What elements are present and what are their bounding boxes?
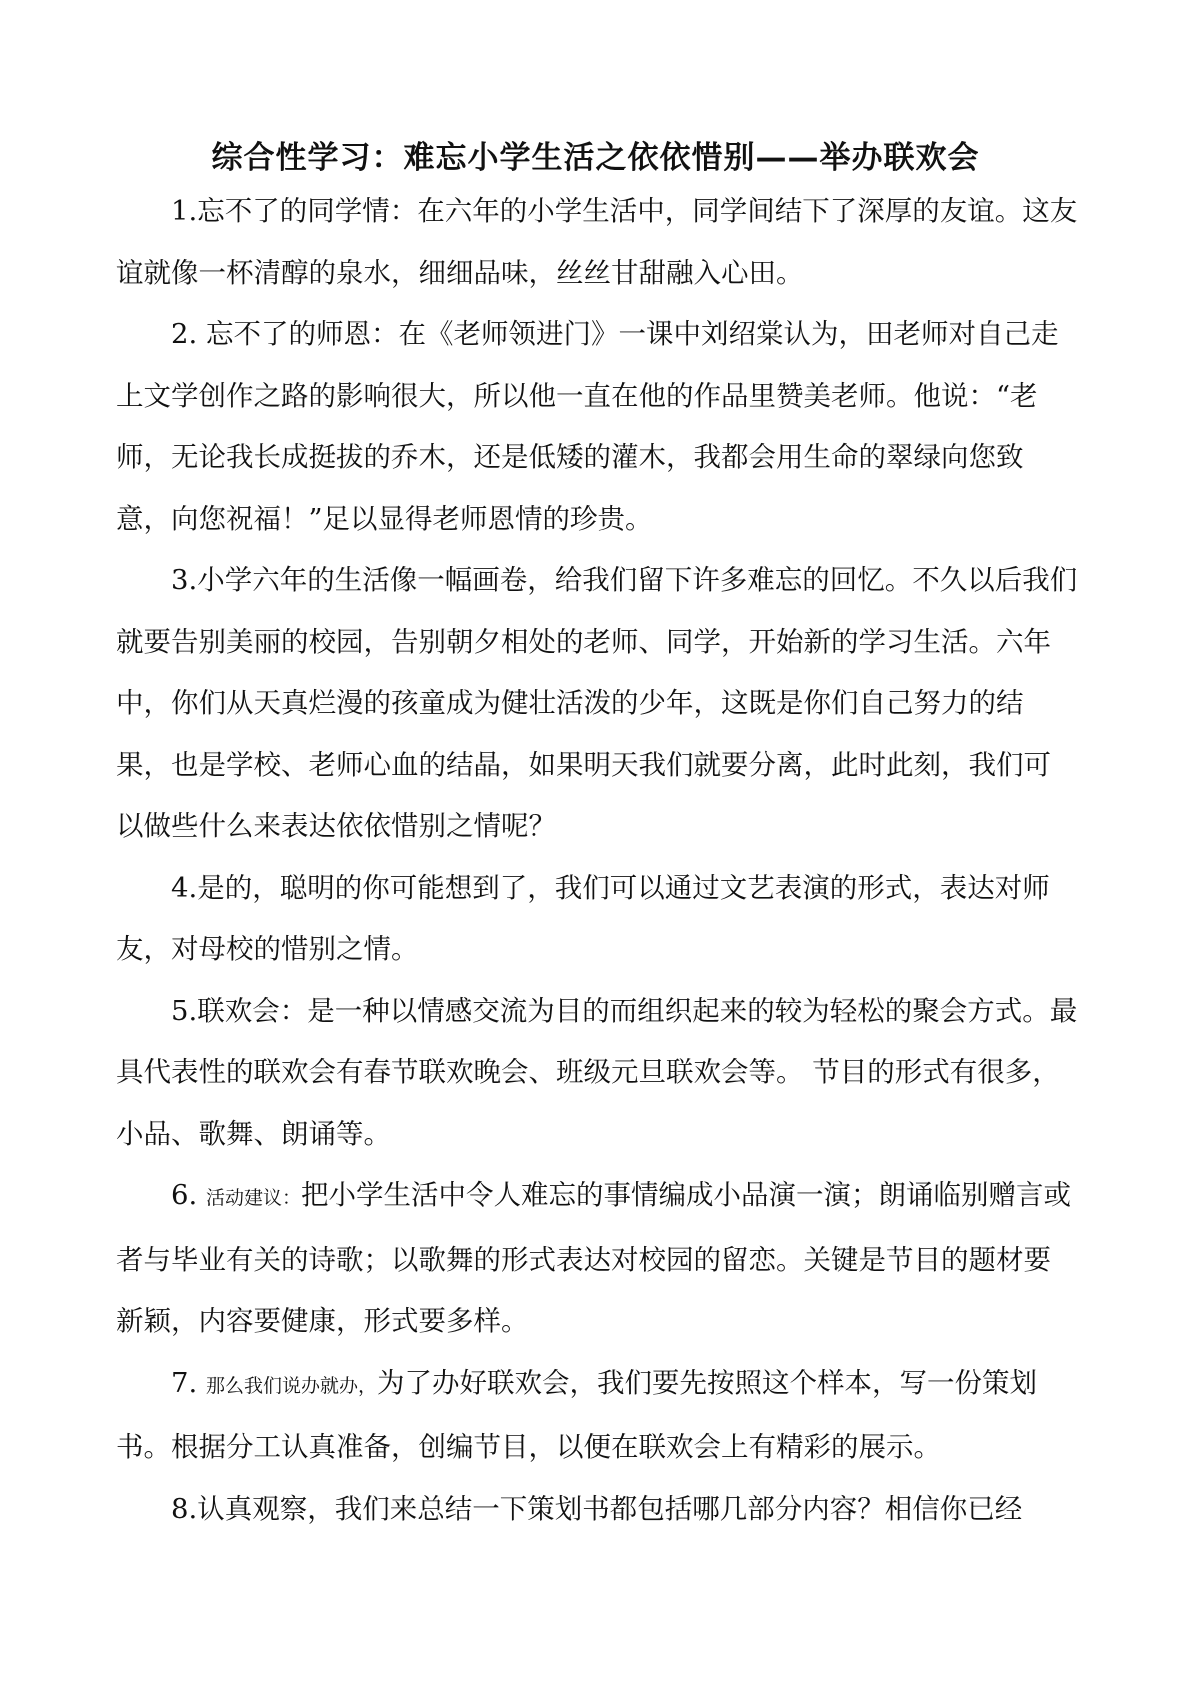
paragraph-5: [116, 981, 1078, 1166]
paragraph-8: [116, 1479, 1078, 1541]
paragraph-3: [116, 550, 1078, 858]
paragraph-number: 4.: [171, 871, 198, 904]
paragraph-2: [116, 304, 1078, 550]
paragraph-number: 8.: [171, 1492, 198, 1525]
paragraph-4: [116, 858, 1078, 981]
paragraph-7: [116, 1353, 1078, 1479]
paragraph-number: 3.: [171, 564, 198, 596]
document-body: [116, 181, 1078, 1540]
paragraph-number: 2.: [171, 318, 198, 350]
paragraph-lead: 那么我们说办就办，: [206, 1374, 378, 1397]
paragraph-number: 1.: [171, 195, 198, 227]
paragraph-text: 忘不了的同学情：在六年的小学生活中，同学间结下了深厚的友谊。这友谊就像一杯清醇的泉水，细细品味，丝丝甘甜融入心田。: [116, 195, 1078, 289]
paragraph-text: 是的，聪明的你可能想到了，我们可以通过文艺表演的形式，表达对师友，对母校的惜别之情。: [116, 871, 1050, 965]
paragraph-text: 把小学生活中令人难忘的事情编成小品演一演；朗诵临别赠言或者与毕业有关的诗歌；以歌舞的形式表达对校园的留恋。关键是节目的题材要新颖，内容要健康，形式要多样。: [116, 1179, 1072, 1337]
paragraph-text: 忘不了的师恩：在《老师领进门》一课中刘绍棠认为，田老师对自己走上文学创作之路的影响很大，所以他一直在他的作品里赞美老师。他说：“老师，无论我长成挺拔的乔木，还是低矮的灌木，我都会用生命的翠绿向您致意，向您祝福！”足以显得老师恩情的珍贵。: [116, 318, 1059, 535]
document-title: 综合性学习：难忘小学生活之依依惜别——举办联欢会: [211, 140, 980, 176]
paragraph-text: 小学六年的生活像一幅画卷，给我们留下许多难忘的回忆。不久以后我们就要告别美丽的校园，告别朝夕相处的老师、同学，开始新的学习生活。六年中，你们从天真烂漫的孩童成为健壮活泼的少年，这既是你们自己努力的结果，也是学校、老师心血的结晶，如果明天我们就要分离，此时此刻，我们可以做些什么来表达依依惜别之情呢？: [116, 564, 1078, 842]
paragraph-text: 为了办好联欢会，我们要先按照这个样本，写一份策划书。根据分工认真准备，创编节目，以便在联欢会上有精彩的展示。: [116, 1366, 1038, 1463]
paragraph-text: 认真观察，我们来总结一下策划书都包括哪几部分内容？相信你已经: [197, 1492, 1023, 1525]
paragraph-1: [116, 181, 1078, 304]
paragraph-lead: 活动建议：: [206, 1187, 302, 1209]
paragraph-number: 5.: [171, 994, 198, 1027]
paragraph-text: 联欢会：是一种以情感交流为目的而组织起来的较为轻松的聚会方式。最具代表性的联欢会有春节联欢晚会、班级元旦联欢会等。 节目的形式有很多，小品、歌舞、朗诵等。: [116, 994, 1078, 1150]
paragraph-number: 6.: [171, 1179, 198, 1211]
paragraph-number: 7.: [171, 1366, 198, 1399]
paragraph-6: [116, 1165, 1078, 1353]
